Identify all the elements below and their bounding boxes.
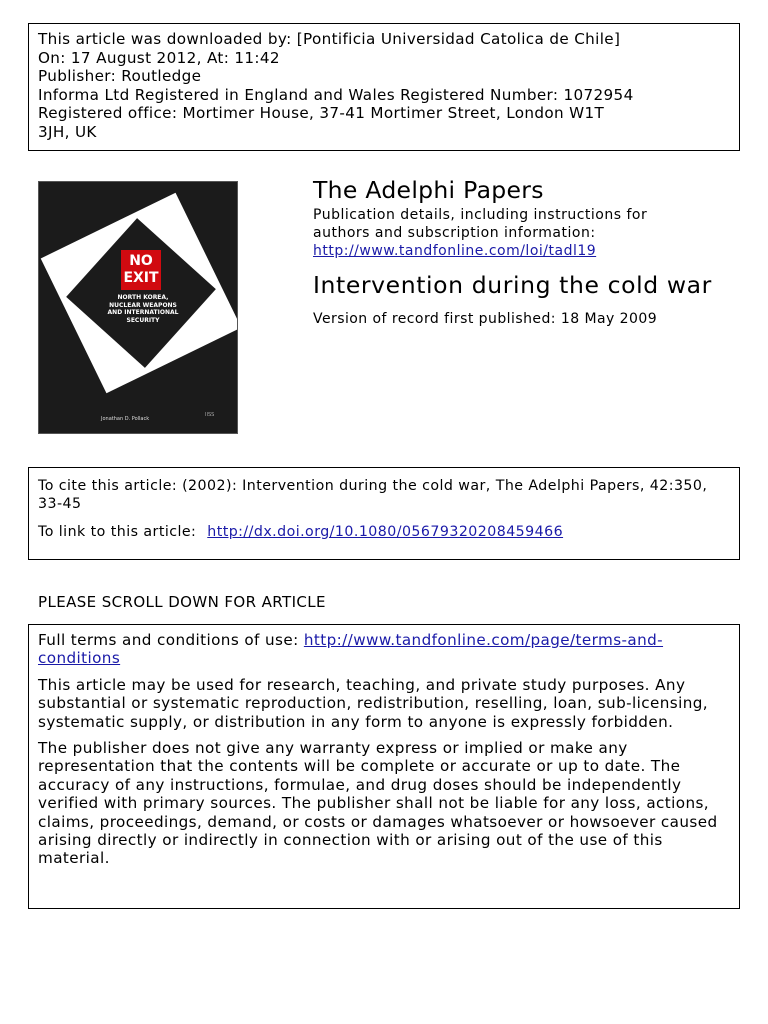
cover-publisher-logo: IISS [205,412,215,418]
version-of-record: Version of record first published: 18 May 2009 [313,311,658,327]
cover-subtitle: NORTH KOREA, NUCLEAR WEAPONS AND INTERNATIONAL SECURITY [107,294,179,324]
article-title: Intervention during the cold war [313,271,712,299]
download-notice-line: This article was downloaded by: [Pontificia Universidad Catolica de Chile] [38,30,621,48]
cover-author: Jonathan D. Pollack [101,416,150,422]
citation-text: To cite this article: (2002): Intervention during the cold war, The Adelphi Papers, 42:350, 33-45 [38,478,708,512]
download-notice-box [28,23,740,151]
download-notice-line: Informa Ltd Registered in England and Wales Registered Number: 1072954 [38,85,634,104]
usage-paragraph: This article may be used for research, teaching, and private study purposes. Any substantial or systematic reproduction, redistribution, reselling, loan, sub-licensing, systematic supply, or distribution in any form to anyone is expressly forbidden. [38,675,708,731]
terms-link[interactable]: http://www.tandfonline.com/page/terms-and-conditions [38,631,664,668]
article-link-label: To link to this article: [38,524,197,540]
publication-details: authors and subscription information: [313,225,596,241]
article-link-line [38,523,730,541]
download-notice-line: 3JH, UK [38,122,97,141]
terms-box [28,624,740,909]
cover-sign-line-2: EXIT [123,270,159,286]
citation-box [28,467,740,560]
download-notice-line: Publisher: Routledge [38,67,202,86]
terms-label: Full terms and conditions of use: [38,631,299,649]
journal-link[interactable]: http://www.tandfonline.com/loi/tadl19 [313,243,597,259]
terms-line [38,631,730,668]
cover-no-exit-sign [121,250,161,290]
scroll-down-notice: PLEASE SCROLL DOWN FOR ARTICLE [38,593,326,611]
article-doi-link[interactable]: http://dx.doi.org/10.1080/05679320208459466 [207,524,564,540]
journal-title: The Adelphi Papers [313,176,544,204]
cover-sign-line-1: NO [129,253,153,269]
download-notice-line: On: 17 August 2012, At: 11:42 [38,48,280,67]
publication-details: Publication details, including instructions for [313,207,648,223]
article-header [313,176,753,327]
journal-cover-image [38,181,238,434]
disclaimer-paragraph: The publisher does not give any warranty express or implied or make any representation that the contents will be complete or accurate or up to date. The accuracy of any instructions, formulae, and drug doses should be independently verified with primary sources. The publisher shall not be liable for any loss, actions, claims, proceedings, demand, or costs or damages whatsoever or howsoever caused arising directly or indirectly in connection with or arising out of the use of this material. [38,739,718,868]
download-notice-line: Registered office: Mortimer House, 37-41 Mortimer Street, London W1T [38,104,605,123]
